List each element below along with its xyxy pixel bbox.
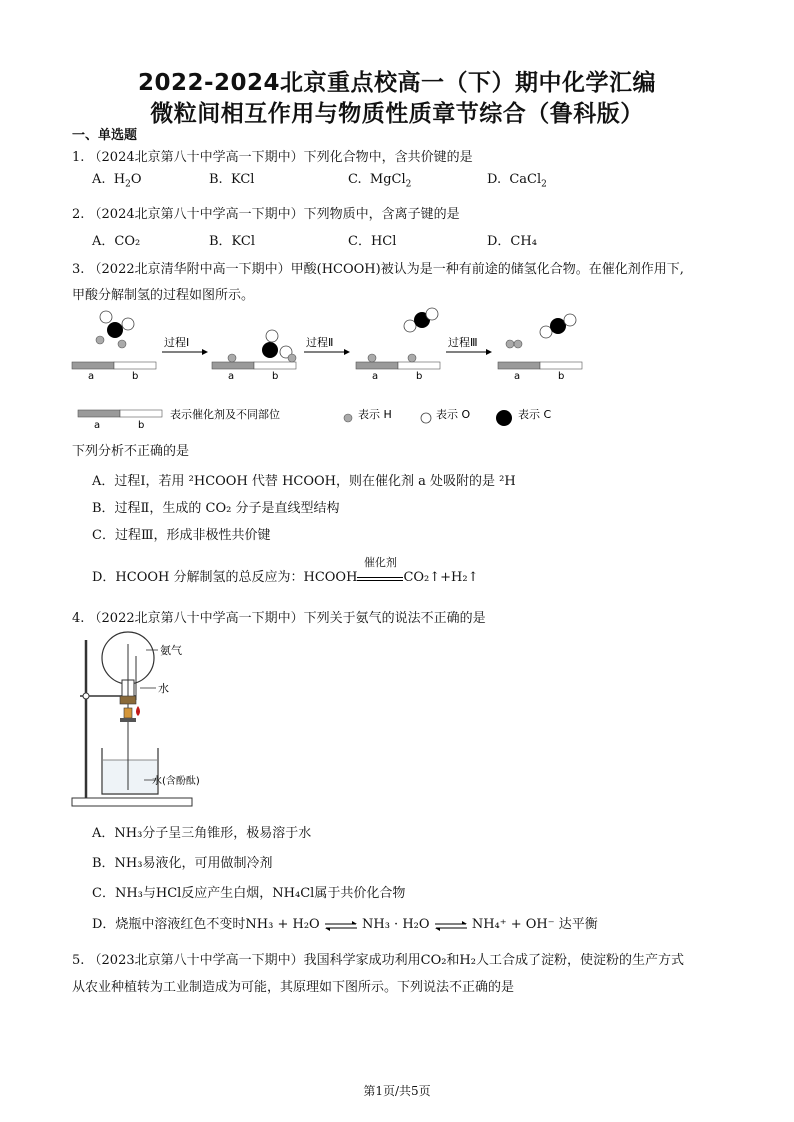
svg-text:b: b bbox=[272, 371, 279, 382]
svg-text:过程Ⅲ: 过程Ⅲ bbox=[448, 336, 478, 349]
diagram-legend bbox=[78, 407, 551, 431]
process-arrow-3 bbox=[446, 335, 492, 355]
ammonia-fountain-apparatus bbox=[66, 630, 216, 812]
q1-option-a: A. $H_2O$ bbox=[92, 172, 142, 190]
q4-option-d: D．烧瓶中溶液红色不变时NH₃ + H₂O NH₃ · H₂O NH₄⁺ + OH⁻ 达平衡 bbox=[92, 917, 598, 932]
question-5-stem-line1: 5. （2023北京第八十中学高一下期中）我国科学家成功利用CO₂和H₂人工合成了淀粉，使淀粉的生产方式 bbox=[72, 953, 684, 968]
page-number: 第1页/共5页 bbox=[363, 1084, 431, 1098]
svg-text:b: b bbox=[558, 371, 565, 382]
catalyst-strip-2 bbox=[212, 362, 296, 382]
label-ammonia-gas: 氨气 bbox=[160, 644, 182, 657]
process-arrow-1 bbox=[162, 335, 208, 355]
q2-option-d: D．CH₄ bbox=[487, 234, 537, 249]
section-heading: 一、单选题 bbox=[72, 128, 138, 143]
question-2-stem: 2. （2024北京第八十中学高一下期中）下列物质中，含离子键的是 bbox=[72, 207, 460, 222]
process-arrow-2 bbox=[304, 335, 350, 355]
catalyst-strip-1 bbox=[72, 362, 156, 382]
svg-text:过程Ⅱ: 过程Ⅱ bbox=[306, 336, 334, 349]
equilibrium-arrow-icon bbox=[434, 920, 468, 930]
q1-option-d: D. CaCl$_2$ bbox=[487, 172, 547, 190]
q3-option-c: C．过程Ⅲ，形成非极性共价键 bbox=[92, 528, 271, 543]
svg-text:b: b bbox=[416, 371, 423, 382]
q1-option-c: C. MgCl$_2$ bbox=[348, 172, 412, 190]
svg-text:b: b bbox=[132, 371, 139, 382]
q1-option-b: B. KCl bbox=[209, 172, 255, 187]
question-5-stem-line2: 从农业种植转为工业制造成为可能，其原理如下图所示。下列说法不正确的是 bbox=[72, 980, 515, 995]
q2-option-c: C．HCl bbox=[348, 234, 397, 249]
q3-option-b: B．过程Ⅱ，生成的 CO₂ 分子是直线型结构 bbox=[92, 501, 340, 516]
svg-text:a: a bbox=[94, 420, 101, 431]
q2-option-a: A．CO₂ bbox=[92, 234, 141, 249]
label-water: 水 bbox=[158, 682, 169, 695]
svg-text:a: a bbox=[514, 371, 521, 382]
svg-text:b: b bbox=[138, 420, 145, 431]
q2-option-b: B．KCl bbox=[209, 234, 256, 249]
question-1-stem: 1. （2024北京第八十中学高一下期中）下列化合物中，含共价键的是 bbox=[72, 150, 473, 165]
stage-3-species bbox=[368, 308, 438, 362]
svg-text:a: a bbox=[228, 371, 235, 382]
question-4-stem: 4. （2022北京第八十中学高一下期中）下列关于氨气的说法不正确的是 bbox=[72, 611, 486, 626]
catalyst-strip-4 bbox=[498, 362, 582, 382]
svg-text:表示 O: 表示 O bbox=[436, 408, 471, 421]
catalyst-strip-3 bbox=[356, 362, 440, 382]
svg-text:表示 C: 表示 C bbox=[518, 408, 552, 421]
svg-text:过程Ⅰ: 过程Ⅰ bbox=[164, 336, 190, 349]
equilibrium-arrow-icon bbox=[324, 920, 358, 930]
q3-option-d: D．HCOOH 分解制氢的总反应为：HCOOH 催化剂 CO₂↑+H₂↑ bbox=[92, 556, 479, 585]
q4-option-c: C．NH₃与HCl反应产生白烟，NH₄Cl属于共价化合物 bbox=[92, 886, 406, 901]
question-3-stem-line1: 3. （2022北京清华附中高一下期中）甲酸(HCOOH)被认为是一种有前途的储氢化合物。在催化剂作用下, bbox=[72, 262, 684, 277]
q3-option-a: A．过程Ⅰ，若用 ²HCOOH 代替 HCOOH，则在催化剂 a 处吸附的是 ²H bbox=[92, 474, 516, 489]
stage-2-adsorbed-species bbox=[228, 330, 296, 362]
svg-text:a: a bbox=[88, 371, 95, 382]
q4-option-a: A．NH₃分子呈三角锥形，极易溶于水 bbox=[92, 826, 312, 841]
catalyst-condition-arrow: 催化剂 bbox=[357, 570, 403, 581]
q4-option-b: B．NH₃易液化，可用做制冷剂 bbox=[92, 856, 273, 871]
stage-4-products bbox=[506, 314, 576, 348]
svg-text:表示 H: 表示 H bbox=[358, 408, 392, 421]
label-beaker-water: 水(含酚酞) bbox=[152, 776, 200, 787]
catalysis-process-diagram bbox=[60, 306, 600, 436]
question-3-stem-line2: 甲酸分解制氢的过程如图所示。 bbox=[72, 288, 255, 303]
page-title: 2022-2024北京重点校高一（下）期中化学汇编 bbox=[137, 70, 657, 96]
page-subtitle: 微粒间相互作用与物质性质章节综合（鲁科版） bbox=[150, 101, 644, 127]
formic-acid-molecule bbox=[96, 311, 134, 348]
svg-text:a: a bbox=[372, 371, 379, 382]
svg-text:表示催化剂及不同部位: 表示催化剂及不同部位 bbox=[170, 408, 280, 421]
question-3-ask: 下列分析不正确的是 bbox=[72, 444, 190, 459]
